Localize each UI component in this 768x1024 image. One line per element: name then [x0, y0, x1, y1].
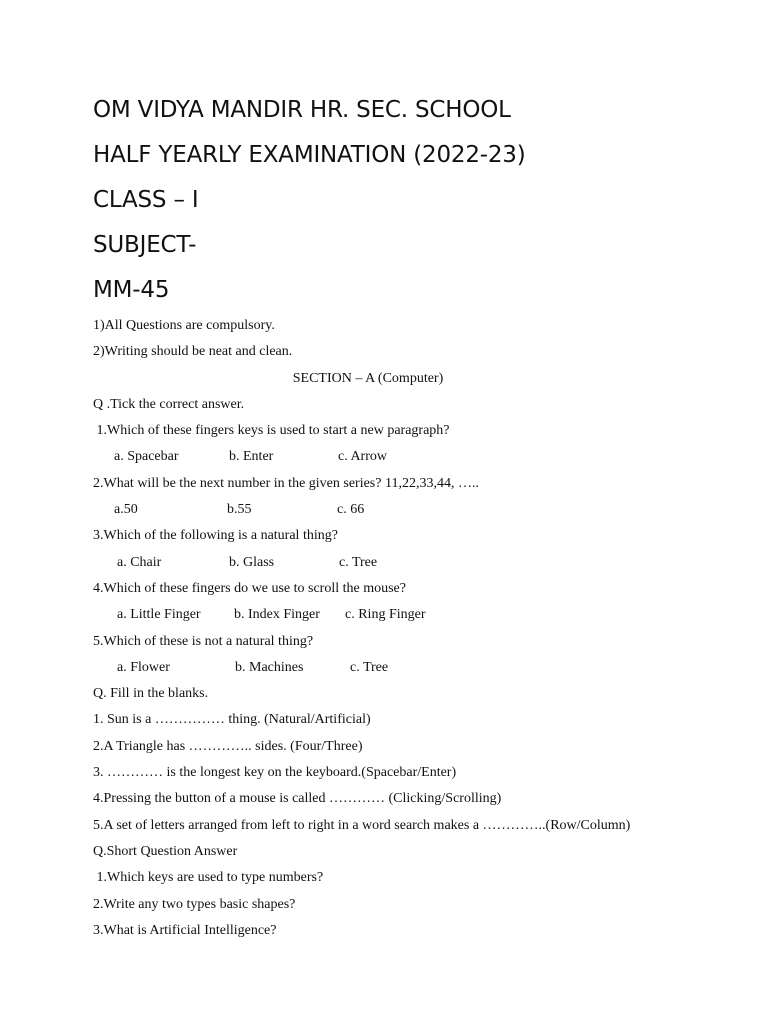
option-b: b. Machines: [235, 659, 304, 675]
option-b: b. Index Finger: [234, 607, 320, 623]
option-c: c. Arrow: [338, 449, 387, 465]
subject-label: SUBJECT-: [93, 232, 197, 258]
fill-blank-item: 1. Sun is a …………… thing. (Natural/Artificial): [93, 712, 371, 728]
mcq-question: 3.Which of the following is a natural thing?: [93, 528, 338, 544]
option-a: a. Flower: [117, 659, 170, 675]
short-answer-item: 1.Which keys are used to type numbers?: [93, 870, 324, 886]
section-heading: SECTION – A (Computer): [292, 370, 444, 386]
fill-blank-item: 2.A Triangle has ………….. sides. (Four/Three): [93, 738, 363, 754]
mcq-question: 5.Which of these is not a natural thing?: [93, 633, 314, 649]
mcq-options: [93, 655, 733, 681]
exam-title: HALF YEARLY EXAMINATION (2022-23): [93, 142, 526, 168]
mcq-heading: Q .Tick the correct answer.: [93, 396, 245, 412]
mcq-question: 1.Which of these fingers keys is used to start a new paragraph?: [93, 423, 450, 439]
exam-paper: [93, 88, 733, 944]
class-label: CLASS – I: [93, 187, 199, 213]
option-c: c. Tree: [339, 554, 378, 570]
school-name: OM VIDYA MANDIR HR. SEC. SCHOOL: [93, 97, 511, 123]
mcq-options: [93, 550, 733, 576]
option-a: a.50: [114, 502, 138, 518]
instruction-2: 2)Writing should be neat and clean.: [93, 344, 293, 360]
mcq-options: [93, 602, 733, 628]
short-answer-heading: Q.Short Question Answer: [93, 843, 238, 859]
mcq-question: 4.Which of these fingers do we use to scroll the mouse?: [93, 580, 406, 596]
option-c: c. 66: [337, 502, 365, 518]
option-c: c. Ring Finger: [345, 607, 426, 623]
fill-blank-item: 4.Pressing the button of a mouse is called ………… (Clicking/Scrolling): [93, 791, 502, 807]
option-c: c. Tree: [350, 659, 389, 675]
mcq-question: 2.What will be the next number in the given series? 11,22,33,44, …..: [93, 475, 479, 491]
instruction-1: 1)All Questions are compulsory.: [93, 318, 275, 333]
option-b: b.55: [227, 502, 252, 518]
option-b: b. Enter: [229, 449, 274, 465]
option-a: a. Chair: [117, 554, 162, 570]
max-marks: MM-45: [93, 277, 170, 303]
option-a: a. Spacebar: [114, 449, 179, 465]
fill-blank-item: 5.A set of letters arranged from left to right in a word search makes a …………..(Row/Column): [93, 817, 631, 833]
option-a: a. Little Finger: [117, 607, 201, 623]
mcq-options: [93, 444, 733, 470]
short-answer-item: 3.What is Artificial Intelligence?: [93, 922, 277, 938]
mcq-options: [93, 497, 733, 523]
short-answer-item: 2.Write any two types basic shapes?: [93, 896, 296, 912]
fill-blank-item: 3. ………… is the longest key on the keyboard.(Spacebar/Enter): [93, 765, 457, 781]
option-b: b. Glass: [229, 554, 275, 570]
fill-blanks-heading: Q. Fill in the blanks.: [93, 686, 209, 702]
